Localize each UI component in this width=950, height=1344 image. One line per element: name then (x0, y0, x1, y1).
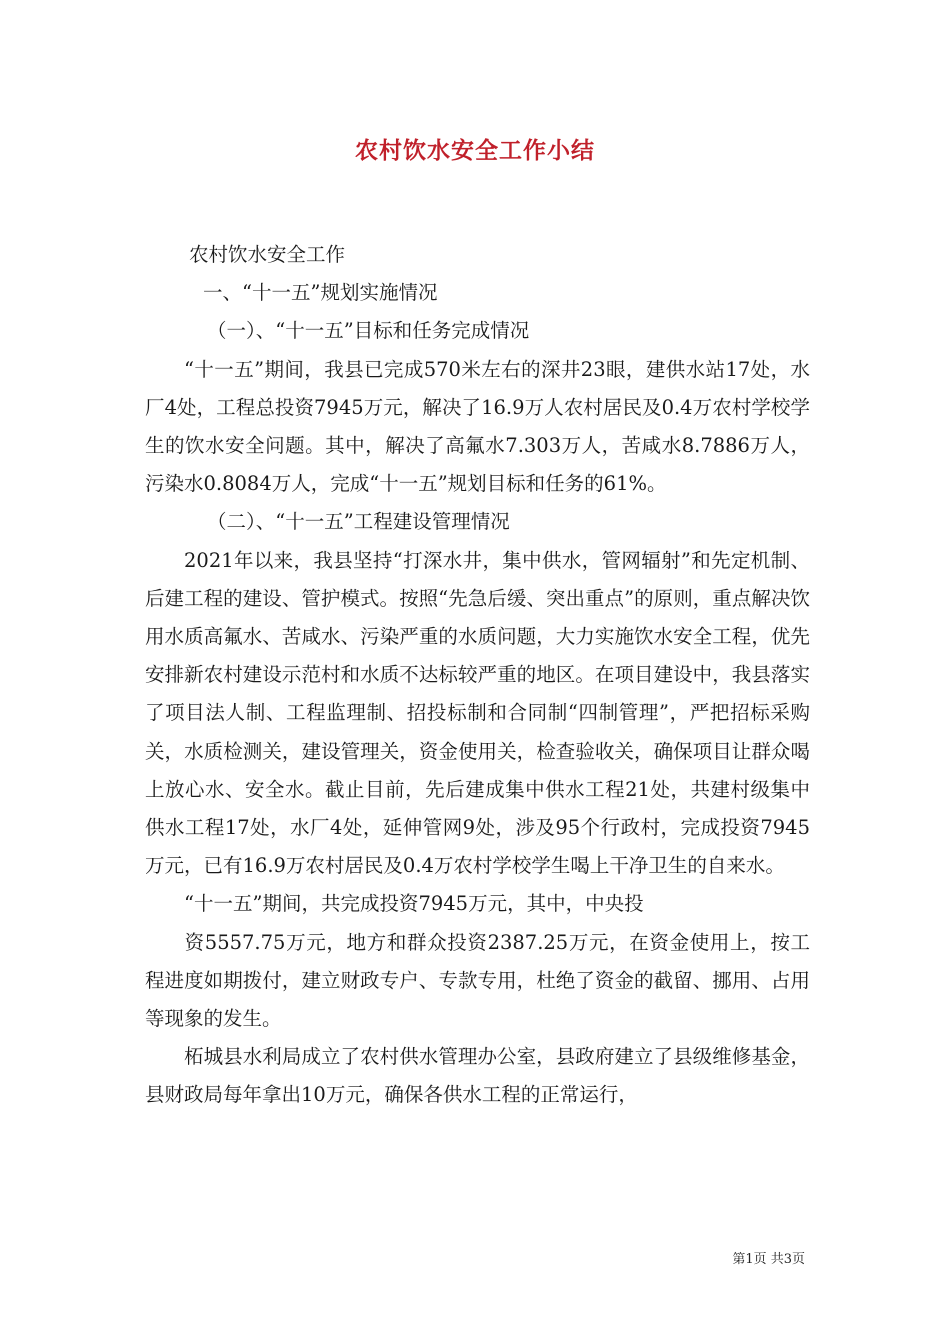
document-body (145, 236, 810, 1115)
paragraph-subsection-1: （一）、“十一五”目标和任务完成情况 (207, 319, 530, 343)
paragraph-body: 柘城县水利局成立了农村供水管理办公室，县政府建立了县级维修基金，县财政局每年拿出10万元，确保各供水工程的正常运行， (145, 1045, 810, 1107)
paragraph-body: “十一五”期间，共完成投资7945万元，其中，中央投 (184, 892, 644, 916)
document-title: 农村饮水安全工作小结 (355, 137, 595, 164)
paragraph-section-1: 一、“十一五”规划实施情况 (203, 281, 438, 305)
paragraph-body: 2021年以来，我县坚持“打深水井，集中供水，管网辐射”和先定机制、后建工程的建设、管护模式。按照“先急后缓、突出重点”的原则，重点解决饮用水质高氟水、苦咸水、污染严重的水质问题，大力实施饮水安全工程，优先安排新农村建设示范村和水质不达标较严重的地区。在项目建设中，我县落实了项目法人制、工程监理制、招投标制和合同制“四制管理”，严把招标采购关，水质检测关，建设管理关，资金使用关，检查验收关，确保项目让群众喝上放心水、安全水。截止目前，先后建成集中供水工程21处，共建村级集中供水工程17处，水厂4处，延伸管网9处，涉及95个行政村，完成投资7945万元，已有16.9万农村居民及0.4万农村学校学生喝上干净卫生的自来水。 (145, 548, 810, 878)
paragraph-body (145, 924, 810, 1039)
paragraph-heading-main: 农村饮水安全工作 (189, 243, 346, 266)
paragraph-subsection-2: （二）、“十一五”工程建设管理情况 (207, 510, 510, 534)
paragraph-body: “十一五”期间，我县已完成570米左右的深井23眼，建供水站17处，水厂4处，工程总投资7945万元，解决了16.9万人农村居民及0.4万农村学校学生的饮水安全问题。其中，解决了高氟水7.303万人，苦咸水8.7886万人，污染水0.8084万人，完成“十一五”规划目标和任务的61%。 (145, 357, 810, 496)
paragraph-body-text: 资5557.75万元，地方和群众投资2387.25万元，在资金使用上，按工程进度如期拨付，建立财政专户、专款专用，杜绝了资金的截留、挪用、占用等现象的发生。 (145, 930, 810, 1031)
page-number-footer: 第1页 共3页 (732, 1252, 805, 1267)
